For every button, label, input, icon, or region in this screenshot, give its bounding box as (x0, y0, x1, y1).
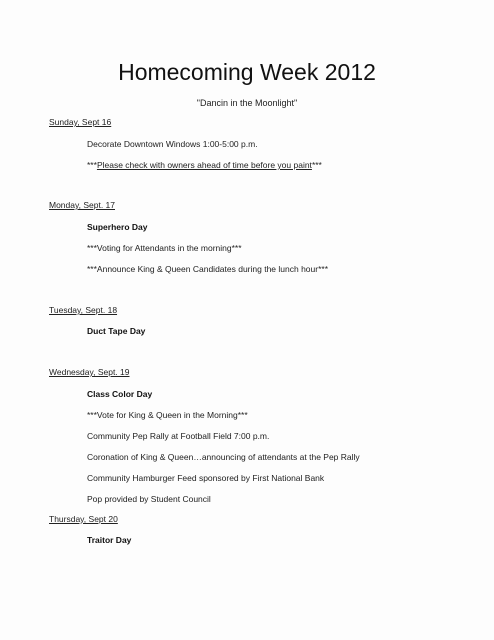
list-item: Community Hamburger Feed sponsored by First National Bank (87, 473, 325, 483)
paint-note-underlined: Please check with owners ahead of time before you paint (96, 160, 312, 170)
list-item: Decorate Downtown Windows 1:00-5:00 p.m. (87, 139, 258, 149)
theme-day: Traitor Day (87, 535, 132, 545)
day-heading-wednesday: Wednesday, Sept. 19 (49, 367, 130, 377)
day-heading-monday: Monday, Sept. 17 (49, 200, 115, 210)
list-item: Coronation of King & Queen…announcing of attendants at the Pep Rally (87, 452, 360, 462)
list-item: ***Voting for Attendants in the morning*** (87, 243, 242, 253)
theme-day: Superhero Day (87, 222, 148, 232)
day-heading-thursday: Thursday, Sept 20 (49, 514, 118, 524)
list-item: ***Vote for King & Queen in the Morning*** (87, 410, 248, 420)
list-item: Pop provided by Student Council (87, 494, 211, 504)
theme-day: Duct Tape Day (87, 326, 146, 336)
document-subtitle: "Dancin in the Moonlight" (196, 98, 298, 108)
document-title: Homecoming Week 2012 (118, 59, 376, 85)
paint-note-suffix: *** (311, 160, 322, 170)
paint-note-prefix: *** (87, 160, 97, 170)
day-heading-sunday: Sunday, Sept 16 (49, 117, 112, 127)
list-item: Community Pep Rally at Football Field 7:00 p.m. (87, 431, 270, 441)
day-heading-tuesday: Tuesday, Sept. 18 (49, 305, 118, 315)
list-item: ***Announce King & Queen Candidates during the lunch hour*** (87, 264, 329, 274)
paint-note (87, 160, 322, 171)
theme-day: Class Color Day (87, 389, 153, 399)
